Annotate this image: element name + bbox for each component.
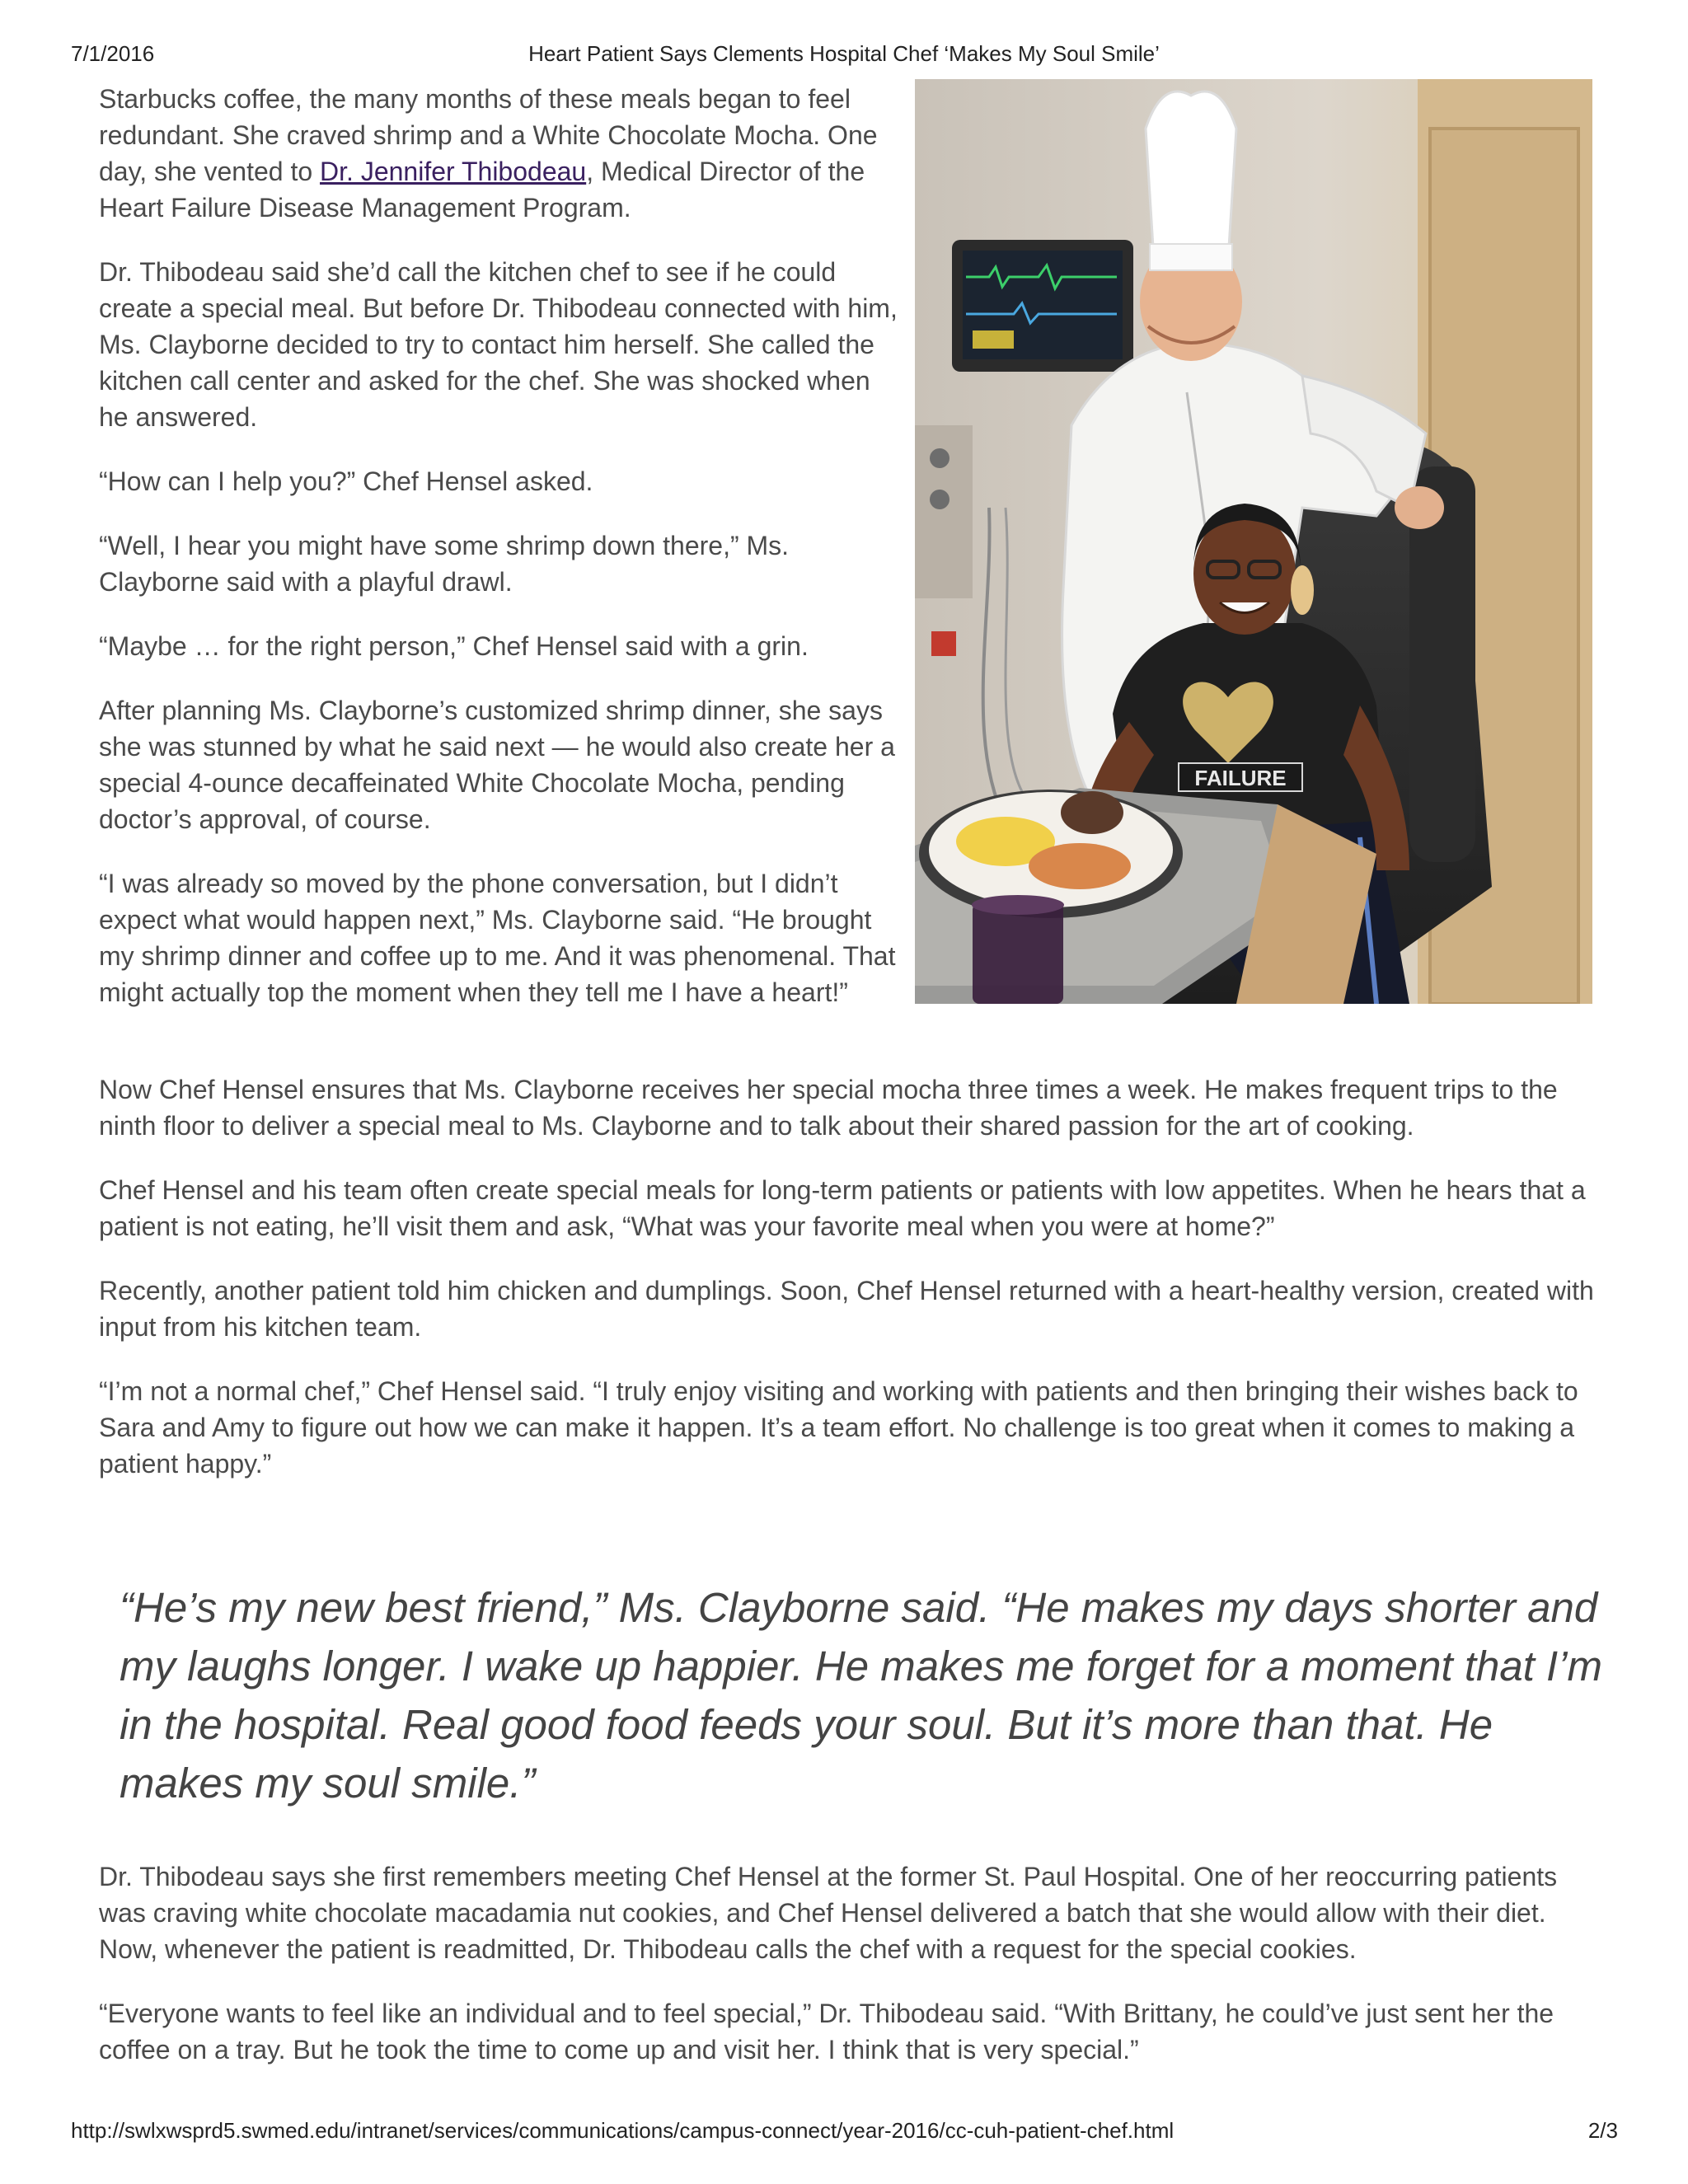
article-paragraph: “I’m not a normal chef,” Chef Hensel said. “I truly enjoy visiting and working with patients and then bringing their wishes back to Sara and Amy to figure out how we can make it happen. It’s a team effort. No challenge is too great when it comes to making a patient happy.”	[99, 1376, 1578, 1479]
page-number: 2/3	[1587, 2118, 1618, 2143]
thibodeau-profile-link[interactable]: Dr. Jennifer Thibodeau	[320, 157, 587, 186]
article-paragraph: “How can I help you?” Chef Hensel asked.	[99, 466, 593, 496]
article-paragraph: “Well, I hear you might have some shrimp down there,” Ms. Clayborne said with a playful drawl.	[99, 531, 790, 597]
article-paragraph: Starbucks coffee, the many months of these meals began to feel redundant. She craved shrimp and a White Chocolate Mocha. One day, she vented to Dr. Jennifer Thibodeau, Medical Director of the Heart Failure Disease Management Program.	[99, 84, 878, 223]
article-paragraph: Now Chef Hensel ensures that Ms. Clayborne receives her special mocha three times a week. He makes frequent trips to the ninth floor to deliver a special meal to Ms. Clayborne and to talk about their shared passion for the art of cooking.	[99, 1075, 1558, 1141]
article-full-width-section	[99, 1071, 1599, 1510]
page-title: Heart Patient Says Clements Hospital Chef ‘Makes My Soul Smile’	[528, 41, 1160, 66]
article-paragraph: Chef Hensel and his team often create special meals for long-term patients or patients with low appetites. When he hears that a patient is not eating, he’ll visit them and ask, “What was your favorite meal when you were at home?”	[99, 1175, 1586, 1241]
footer-url: http://swlxwsprd5.swmed.edu/intranet/services/communications/campus-connect/year-2016/cc-cuh-patient-chef.html	[71, 2118, 1175, 2143]
article-paragraph: Recently, another patient told him chicken and dumplings. Soon, Chef Hensel returned with a heart-healthy version, created with input from his kitchen team.	[99, 1276, 1594, 1342]
article-paragraph: Dr. Thibodeau says she first remembers meeting Chef Hensel at the former St. Paul Hospital. One of her reoccurring patients was craving white chocolate macadamia nut cookies, and Chef Hensel delivered a batch that she would allow with their diet. Now, whenever the patient is readmitted, Dr. Thibodeau calls the chef with a request for the special cookies.	[99, 1862, 1558, 1964]
pull-quote: “He’s my new best friend,” Ms. Clayborne said. “He makes my days shorter and my laughs longer. I wake up happier. He makes me forget for a moment that I’m in the hospital. Real good food feeds your soul. But it’s more than that. He makes my soul smile.”	[120, 1584, 1603, 1807]
article-paragraph: “I was already so moved by the phone conversation, but I didn’t expect what would happen next,” Ms. Clayborne said. “He brought my shrimp dinner and coffee up to me. And it was phenomenal. That might actually top the moment when they tell me I have a heart!”	[99, 869, 896, 1007]
article-paragraph: After planning Ms. Clayborne’s customized shrimp dinner, she says she was stunned by what he said next — he would also create her a special 4-ounce decaffeinated White Chocolate Mocha, pending doctor’s approval, of course.	[99, 696, 895, 834]
print-date: 7/1/2016	[71, 41, 155, 66]
article-paragraph: “Everyone wants to feel like an individual and to feel special,” Dr. Thibodeau said. “With Brittany, he could’ve just sent her the coffee on a tray. But he took the time to come up and visit her. I think that is very special.”	[99, 1999, 1554, 2064]
article-left-column	[99, 81, 903, 1038]
article-paragraph: Dr. Thibodeau said she’d call the kitchen chef to see if he could create a special meal. But before Dr. Thibodeau connected with him, Ms. Clayborne decided to try to contact him herself. She called the kitchen call center and asked for the chef. She was shocked when he answered.	[99, 257, 898, 432]
shirt-text: FAILURE	[1194, 766, 1287, 790]
chef-and-patient-photo	[915, 79, 1592, 1004]
article-bottom-section	[99, 1858, 1599, 2096]
article-paragraph: “Maybe … for the right person,” Chef Hensel said with a grin.	[99, 631, 809, 661]
